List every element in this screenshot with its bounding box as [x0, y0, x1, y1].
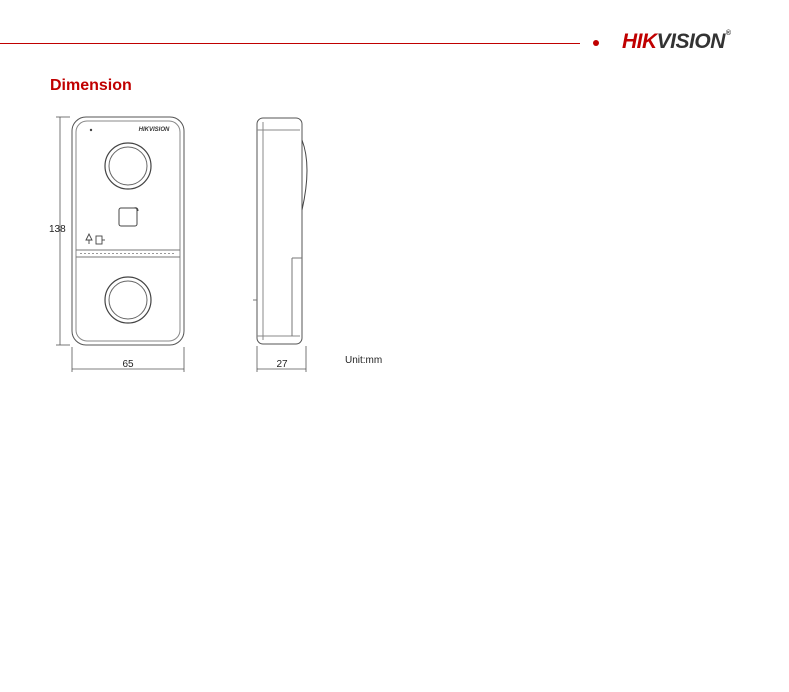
- brand-logo-vision: VISION: [656, 30, 725, 53]
- side-view-camera-bulge: [302, 140, 307, 210]
- side-view: [253, 118, 307, 344]
- section-title: Dimension: [50, 77, 132, 94]
- front-view-face: [76, 121, 180, 341]
- side-view-outline: [257, 118, 302, 344]
- call-button-outer: [105, 277, 151, 323]
- device-logo: HIKVISION: [138, 127, 170, 133]
- registered-mark: ®: [725, 30, 731, 37]
- unit-label: Unit:mm: [345, 355, 383, 366]
- width-label: 65: [122, 359, 134, 370]
- front-view-outline: [72, 117, 184, 345]
- height-label: 138: [49, 224, 66, 235]
- depth-label: 27: [276, 359, 288, 370]
- card-reader-icon: [119, 208, 137, 226]
- indicator-light: [90, 129, 92, 131]
- call-button-inner: [109, 281, 147, 319]
- status-icons: [86, 234, 105, 244]
- door-icon: [96, 236, 102, 244]
- microphone-icon: [86, 234, 92, 240]
- brand-logo-hik: HIK: [622, 30, 657, 53]
- camera-lens-inner: [109, 147, 147, 185]
- front-view: [72, 117, 184, 345]
- camera-lens-outer: [105, 143, 151, 189]
